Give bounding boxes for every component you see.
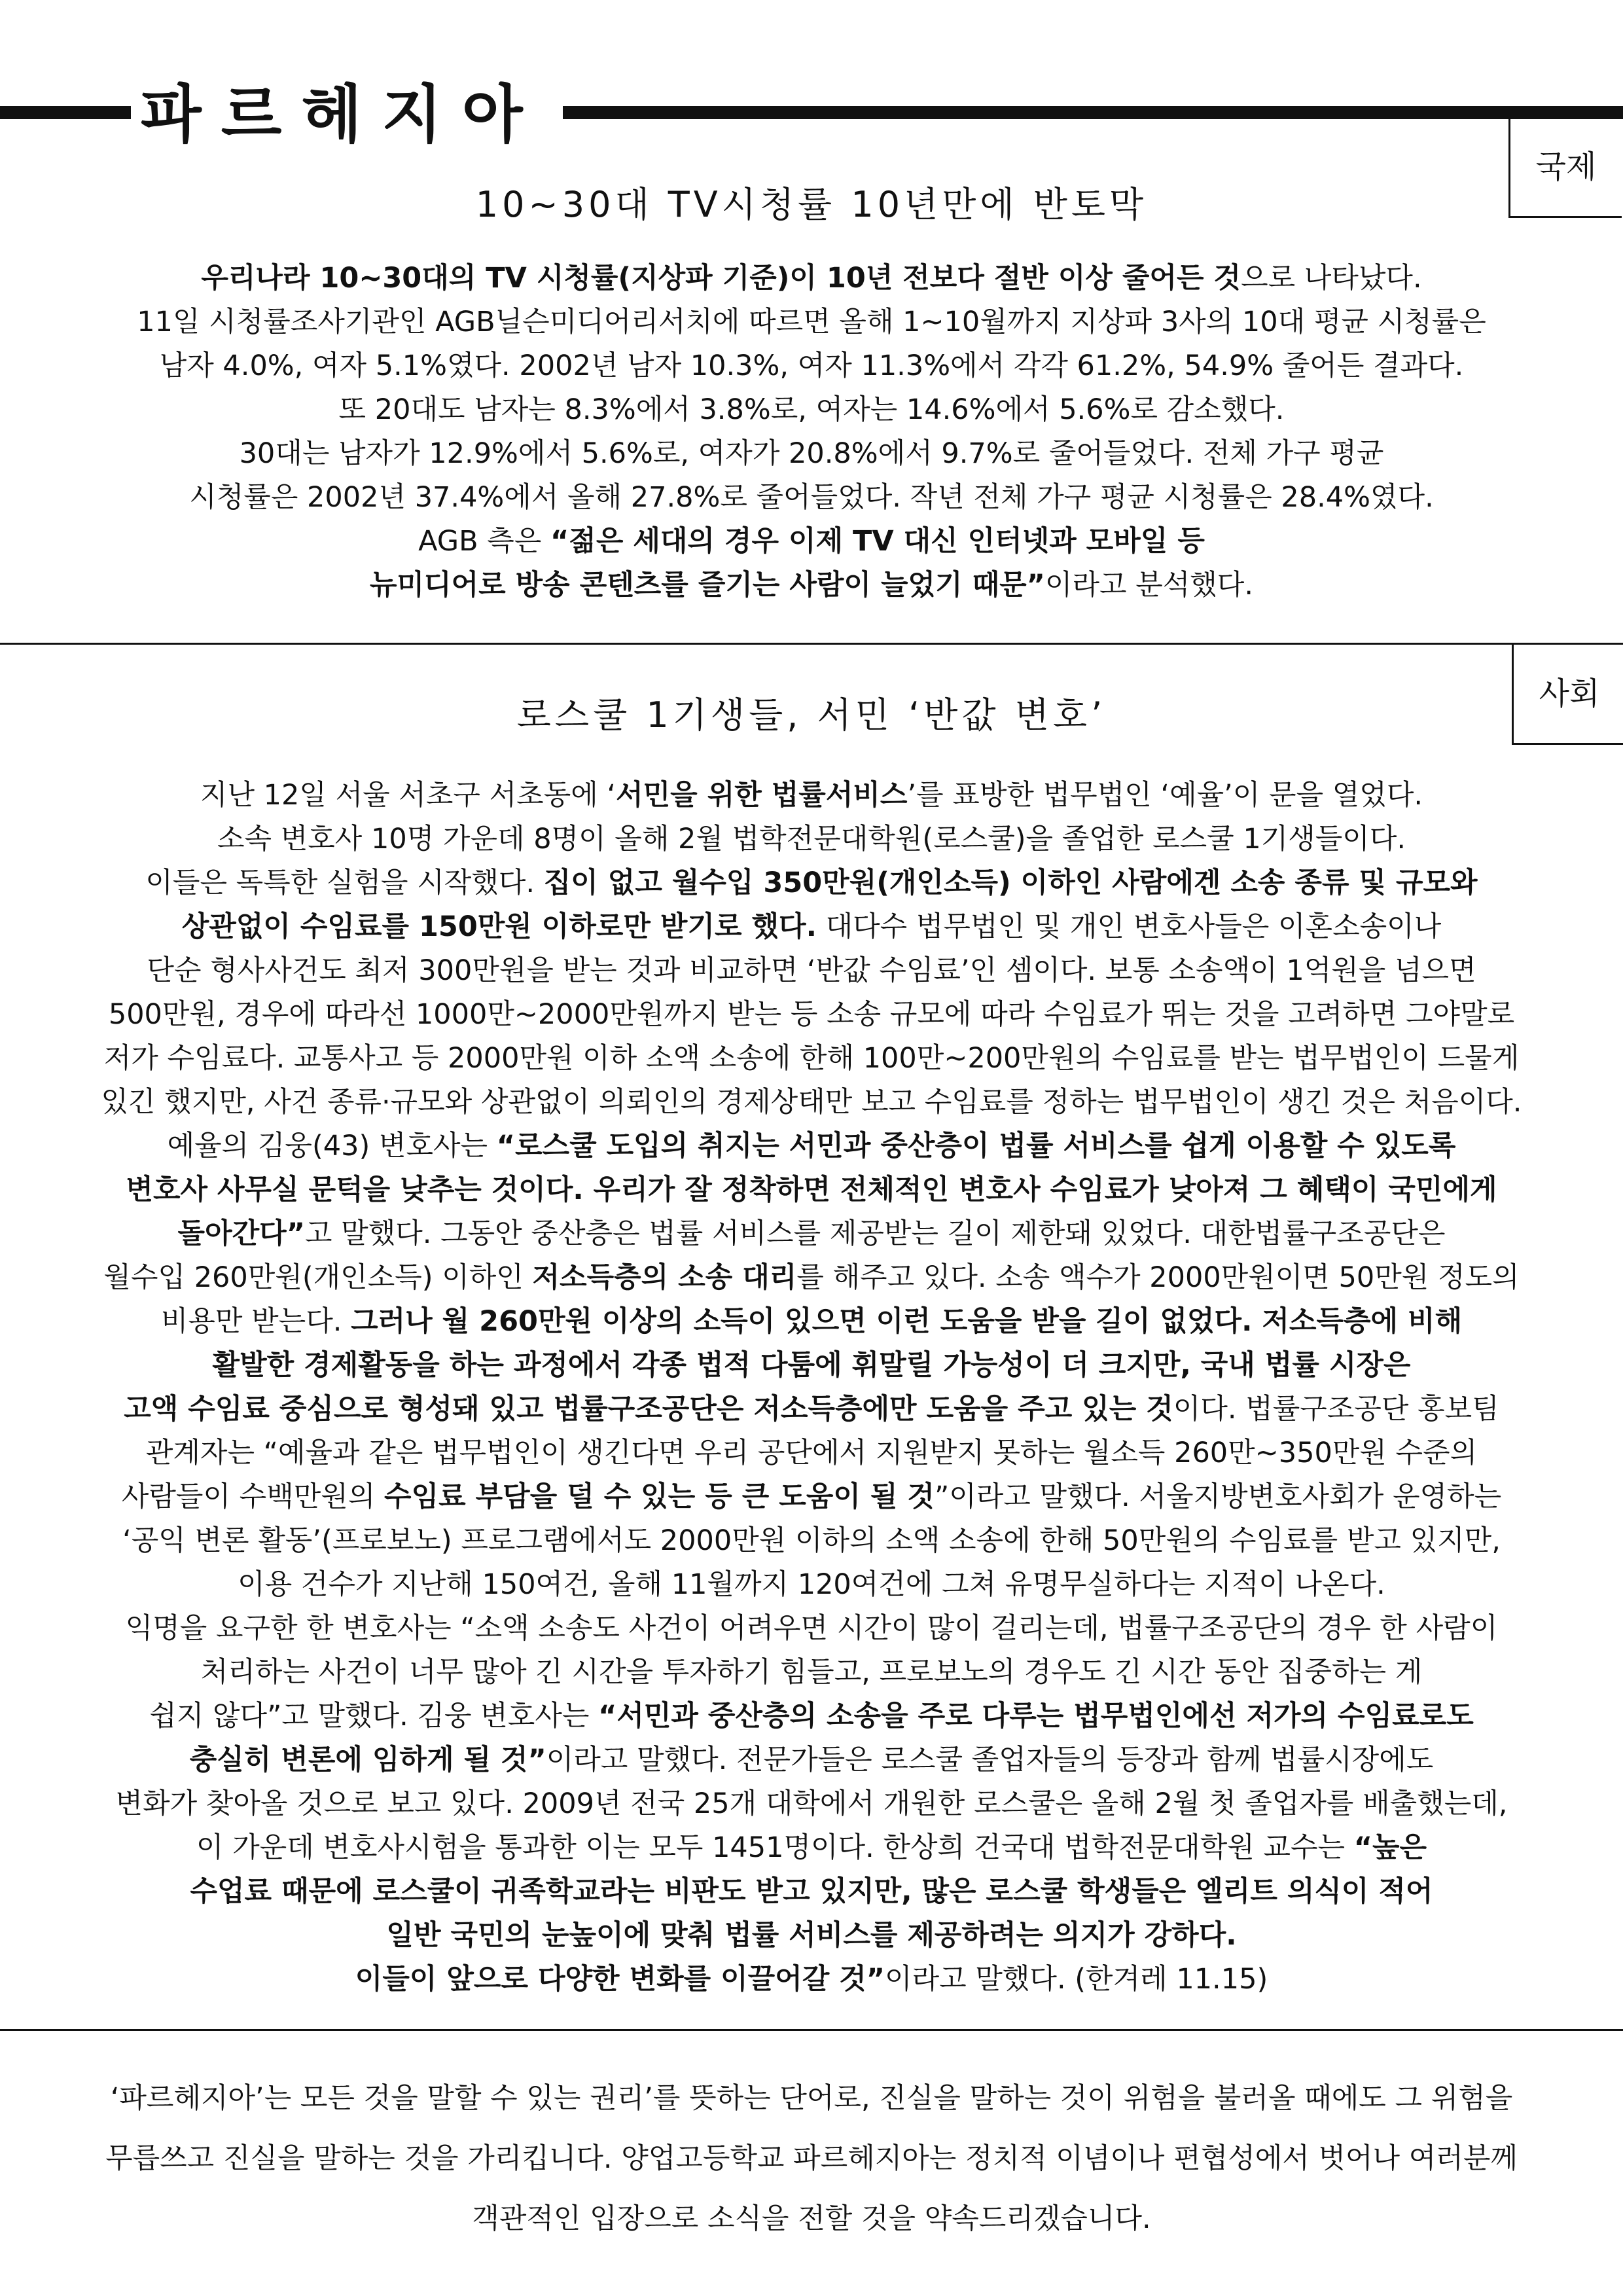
emphasized-text: 돌아간다” xyxy=(177,1217,305,1250)
article-line xyxy=(59,1607,1564,1651)
article-law-school xyxy=(59,774,1564,2001)
body-text: 남자 4.0%, 여자 5.1%였다. 2002년 남자 10.3%, 여자 11.3%에서 각각 61.2%, 54.9% 줄어든 결과다. xyxy=(159,350,1464,382)
article-line xyxy=(59,564,1564,607)
article-line xyxy=(59,949,1564,993)
body-text: 시청률은 2002년 37.4%에서 올해 27.8%로 줄어들었다. 작년 전체 가구 평균 시청률은 28.4%였다. xyxy=(189,481,1434,514)
footer-divider xyxy=(0,2029,1623,2031)
body-text: 관계자는 “예율과 같은 법무법인이 생긴다면 우리 공단에서 지원받지 못하는 월소득 260만~350만원 수준의 xyxy=(145,1437,1478,1469)
article-line xyxy=(59,1081,1564,1124)
article-line xyxy=(59,774,1564,817)
emphasized-text: “젊은 세대의 경우 이제 TV 대신 인터넷과 모바일 등 xyxy=(550,525,1205,558)
article-line xyxy=(59,520,1564,564)
emphasized-text: 수임료 부담을 덜 수 있는 등 큰 도움이 될 것 xyxy=(384,1480,935,1513)
body-text: 대다수 법무법인 및 개인 변호사들은 이혼소송이나 xyxy=(816,910,1442,943)
article-line xyxy=(59,1256,1564,1300)
body-text: 예율의 김웅(43) 변호사는 xyxy=(167,1130,497,1162)
emphasized-text: “높은 xyxy=(1353,1831,1427,1864)
article-line xyxy=(59,257,1564,300)
body-text: ’를 표방한 법무법인 ‘예율’이 문을 열었다. xyxy=(907,779,1423,812)
article-line xyxy=(59,432,1564,476)
article-line xyxy=(59,1914,1564,1958)
headline-tv-ratings: 10~30대 TV시청률 10년만에 반토막 xyxy=(475,184,1148,225)
footer-statement xyxy=(59,2068,1564,2249)
article-line xyxy=(59,1124,1564,1168)
body-text: 500만원, 경우에 따라선 1000만~2000만원까지 받는 등 소송 규모에 따라 수임료가 뛰는 것을 고려하면 그야말로 xyxy=(108,998,1515,1031)
body-text: 있긴 했지만, 사건 종류·규모와 상관없이 의뢰인의 경제상태만 보고 수임료를 정하는 법무법인이 생긴 것은 처음이다. xyxy=(101,1086,1522,1119)
body-text: 비용만 받는다. xyxy=(160,1305,351,1338)
footer-line: 무릅쓰고 진실을 말하는 것을 가리킵니다. 양업고등학교 파르헤지아는 정치적 이념이나 편협성에서 벗어나 여러분께 xyxy=(105,2142,1518,2175)
body-text: 30대는 남자가 12.9%에서 5.6%로, 여자가 20.8%에서 9.7%로 줄어들었다. 전체 가구 평균 xyxy=(239,437,1384,470)
emphasized-text: “로스쿨 도입의 취지는 서민과 중산층이 법률 서비스를 쉽게 이용할 수 있도록 xyxy=(496,1130,1456,1162)
emphasized-text: 이들이 앞으로 다양한 변화를 이끌어갈 것” xyxy=(355,1963,885,1996)
article-line xyxy=(59,300,1564,344)
footer-line: 객관적인 입장으로 소식을 전할 것을 약속드리겠습니다. xyxy=(472,2202,1151,2235)
article-line xyxy=(59,1782,1564,1826)
article-tv-ratings xyxy=(59,257,1564,607)
emphasized-text: 집이 없고 월수입 350만원(개인소득) 이하인 사람에겐 소송 종류 및 규모와 xyxy=(543,867,1478,899)
emphasized-text: “서민과 중산층의 소송을 주로 다루는 법무법인에선 저가의 수임료로도 xyxy=(598,1700,1474,1732)
section-divider xyxy=(0,643,1623,645)
article-line xyxy=(59,1651,1564,1695)
body-text: 소속 변호사 10명 가운데 8명이 올해 2월 법학전문대학원(로스쿨)을 졸업한 로스쿨 1기생들이다. xyxy=(217,823,1406,855)
body-text: 이용 건수가 지난해 150여건, 올해 11월까지 120여건에 그쳐 유명무실하다는 지적이 나온다. xyxy=(238,1568,1385,1601)
body-text: 고 말했다. 그동안 중산층은 법률 서비스를 제공받는 길이 제한돼 있었다. 대한법률구조공단은 xyxy=(304,1217,1446,1250)
body-text: 지난 12일 서울 서초구 서초동에 ‘ xyxy=(200,779,616,812)
section-tag-society: 사회 xyxy=(1512,645,1623,745)
section-tag-international: 국제 xyxy=(1508,118,1622,218)
article-line xyxy=(59,1431,1564,1475)
body-text: 또 20대도 남자는 8.3%에서 3.8%로, 여자는 14.6%에서 5.6%로 감소했다. xyxy=(338,393,1285,426)
body-text: 으로 나타났다. xyxy=(1241,262,1422,295)
headline-law-school: 로스쿨 1기생들, 서민 ‘반값 변호’ xyxy=(516,694,1107,736)
article-line xyxy=(59,1870,1564,1914)
article-line xyxy=(59,1475,1564,1519)
article-line xyxy=(59,905,1564,949)
body-text: AGB 측은 xyxy=(418,525,551,558)
article-line xyxy=(59,817,1564,861)
body-text: 이라고 말했다. 전문가들은 로스쿨 졸업자들의 등장과 함께 법률시장에도 xyxy=(546,1744,1434,1776)
body-text: 사람들이 수백만원의 xyxy=(121,1480,385,1513)
article-line xyxy=(59,476,1564,520)
article-line xyxy=(59,1738,1564,1782)
masthead xyxy=(0,65,1623,164)
emphasized-text: 그러나 월 260만원 이상의 소득이 있으면 이런 도움을 받을 길이 없었다. 저소득층에 비해 xyxy=(351,1305,1463,1338)
emphasized-text: 저소득층의 소송 대리 xyxy=(532,1261,797,1294)
article-line xyxy=(59,1695,1564,1738)
article-line xyxy=(59,1519,1564,1563)
article-line xyxy=(59,993,1564,1037)
emphasized-text: 변호사 사무실 문턱을 낮추는 것이다. 우리가 잘 정착하면 전체적인 변호사 수임료가 낮아져 그 혜택이 국민에게 xyxy=(126,1174,1497,1206)
body-text: 월수입 260만원(개인소득) 이하인 xyxy=(103,1261,533,1294)
body-text: 처리하는 사건이 너무 많아 긴 시간을 투자하기 힘들고, 프로보노의 경우도 긴 시간 동안 집중하는 게 xyxy=(200,1656,1423,1689)
article-line xyxy=(59,1826,1564,1870)
body-text: 변화가 찾아올 것으로 보고 있다. 2009년 전국 25개 대학에서 개원한 로스쿨은 올해 2월 첫 졸업자를 배출했는데, xyxy=(115,1787,1508,1820)
footer-line: ‘파르헤지아’는 모든 것을 말할 수 있는 권리’를 뜻하는 단어로, 진실을 말하는 것이 위험을 불러올 때에도 그 위험을 xyxy=(110,2082,1513,2115)
emphasized-text: 활발한 경제활동을 하는 과정에서 각종 법적 다툼에 휘말릴 가능성이 더 크지만, 국내 법률 시장은 xyxy=(212,1349,1411,1382)
masthead-rule-right xyxy=(563,106,1623,119)
emphasized-text: 충실히 변론에 임하게 될 것” xyxy=(189,1744,546,1776)
body-text: 이 가운데 변호사시험을 통과한 이는 모두 1451명이다. 한상희 건국대 법학전문대학원 교수는 xyxy=(196,1831,1354,1864)
article-line xyxy=(59,1388,1564,1431)
body-text: 쉽지 않다”고 말했다. 김웅 변호사는 xyxy=(149,1700,599,1732)
article-line xyxy=(59,1344,1564,1388)
emphasized-text: 일반 국민의 눈높이에 맞춰 법률 서비스를 제공하려는 의지가 강하다. xyxy=(386,1919,1237,1952)
emphasized-text: 고액 수임료 중심으로 형성돼 있고 법률구조공단은 저소득층에만 도움을 주고 있는 것 xyxy=(124,1393,1173,1426)
body-text: 이들은 독특한 실험을 시작했다. xyxy=(145,867,544,899)
emphasized-text: 상관없이 수임료를 150만원 이하로만 받기로 했다. xyxy=(181,910,817,943)
article-line xyxy=(59,1563,1564,1607)
article-line xyxy=(59,1037,1564,1081)
body-text: 저가 수임료다. 교통사고 등 2000만원 이하 소액 소송에 한해 100만~200만원의 수임료를 받는 법무법인이 드물게 xyxy=(103,1042,1520,1075)
body-text: 를 해주고 있다. 소송 액수가 2000만원이면 50만원 정도의 xyxy=(796,1261,1520,1294)
emphasized-text: 수업료 때문에 로스쿨이 귀족학교라는 비판도 받고 있지만, 많은 로스쿨 학생들은 엘리트 의식이 적어 xyxy=(190,1875,1433,1908)
body-text: 이라고 말했다. (한겨레 11.15) xyxy=(885,1963,1268,1996)
article-line xyxy=(59,1958,1564,2001)
emphasized-text: 우리나라 10~30대의 TV 시청률(지상파 기준)이 10년 전보다 절반 이상 줄어든 것 xyxy=(201,262,1241,295)
body-text: 이라고 분석했다. xyxy=(1044,569,1254,601)
body-text: 단순 형사사건도 최저 300만원을 받는 것과 비교하면 ‘반값 수임료’인 셈이다. 보통 소송액이 1억원을 넘으면 xyxy=(147,954,1476,987)
emphasized-text: 서민을 위한 법률서비스 xyxy=(616,779,908,812)
body-text: 이다. 법률구조공단 홍보팀 xyxy=(1173,1393,1499,1426)
article-line xyxy=(59,1300,1564,1344)
body-text: ‘공익 변론 활동’(프로보노) 프로그램에서도 2000만원 이하의 소액 소송에 한해 50만원의 수임료를 받고 있지만, xyxy=(122,1524,1501,1557)
masthead-rule-left xyxy=(0,106,131,119)
article-line xyxy=(59,861,1564,905)
article-line xyxy=(59,1212,1564,1256)
article-line xyxy=(59,388,1564,432)
body-text: 11일 시청률조사기관인 AGB닐슨미디어리서치에 따르면 올해 1~10월까지 지상파 3사의 10대 평균 시청률은 xyxy=(137,306,1486,338)
body-text: ”이라고 말했다. 서울지방변호사회가 운영하는 xyxy=(934,1480,1502,1513)
article-line xyxy=(59,344,1564,388)
emphasized-text: 뉴미디어로 방송 콘텐츠를 즐기는 사람이 늘었기 때문” xyxy=(369,569,1045,601)
body-text: 익명을 요구한 한 변호사는 “소액 소송도 사건이 어려우면 시간이 많이 걸리는데, 법률구조공단의 경우 한 사람이 xyxy=(125,1612,1498,1645)
article-line xyxy=(59,1168,1564,1212)
newsletter-title: 파르헤지아 xyxy=(141,78,543,151)
